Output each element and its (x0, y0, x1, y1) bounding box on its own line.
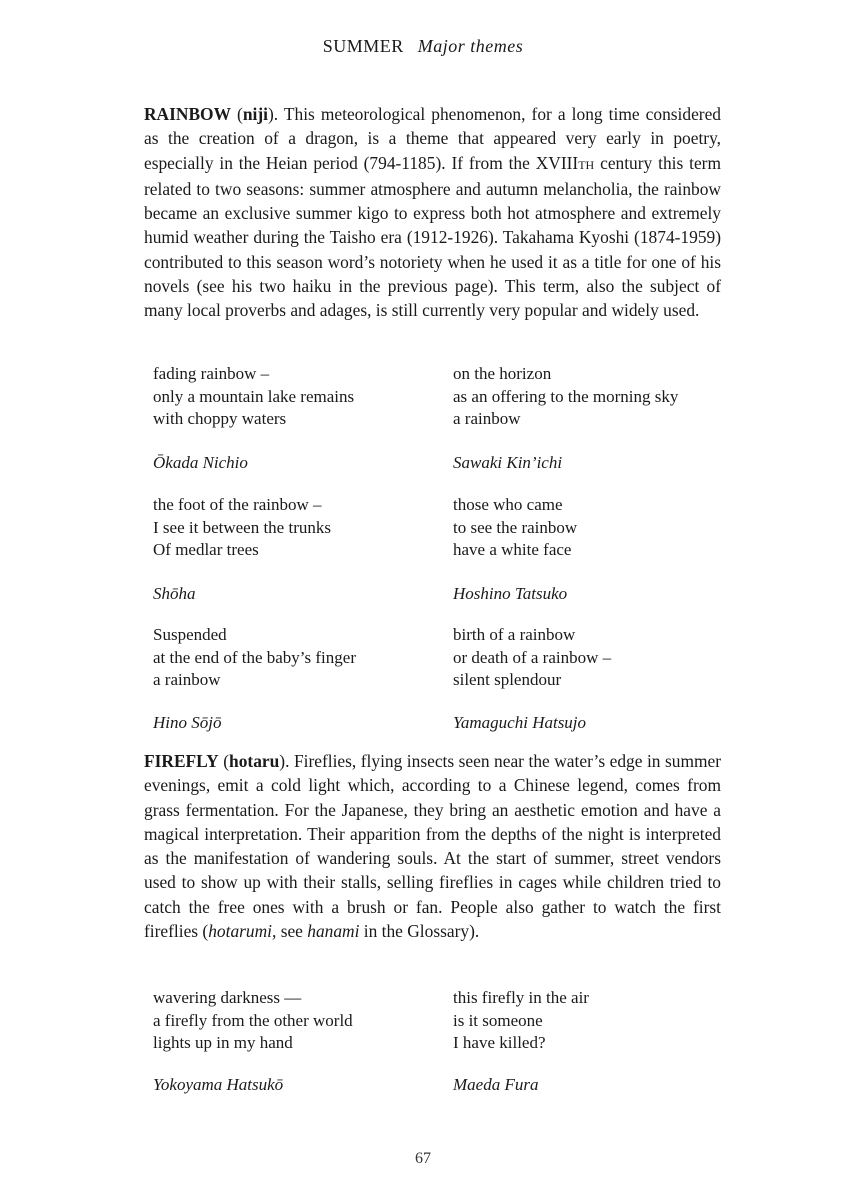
haiku-author: Sawaki Kin’ichi (453, 453, 563, 472)
haiku-poem (453, 624, 743, 692)
firefly-text-3: in the Glossary). (359, 921, 480, 942)
haiku-line: is it someone (453, 1010, 543, 1030)
header-season: SUMMER (322, 36, 404, 56)
haiku-line: only a mountain lake remains (153, 386, 355, 406)
page-number: 67 (415, 1150, 431, 1167)
firefly-italic-hotarumi: hotarumi, (208, 921, 277, 942)
haiku-line: I have killed? (453, 1033, 546, 1053)
haiku-line: lights up in my hand (153, 1033, 293, 1053)
haiku-author: Yamaguchi Hatsujo (453, 713, 587, 732)
haiku-line: with choppy waters (153, 409, 287, 429)
firefly-text-2: see (276, 921, 308, 942)
haiku-author: Hino Sōjō (153, 713, 222, 732)
firefly-paragraph: FIREFLY (hotaru). Fireflies, flying insects seen near the water’s edge in summer evenings, emit a cold light which, according to a Chinese legend, comes from grass fermentation. For the Japanese, they bring an aesthetic emotion and have a magical interpretation. Their apparition from the depths of the night is interpreted as the manifestation of wandering souls. At the start of summer, street vendors used to show up with their stalls, selling fireflies in cages while children tried to catch the free ones with a brush or fan. People also gather to watch the first fireflies (hotarumi, see hanami in the Glossary). (144, 751, 722, 942)
haiku-line: a rainbow (453, 409, 521, 429)
haiku-line: on the horizon (453, 364, 552, 383)
haiku-line: at the end of the baby’s finger (153, 647, 356, 667)
rainbow-term: RAINBOW (144, 104, 231, 124)
haiku-line: I see it between the trunks (153, 517, 331, 537)
haiku-poem (153, 624, 443, 692)
haiku-poem (153, 494, 443, 562)
haiku-line: silent splendour (453, 670, 562, 690)
haiku-line: wavering darkness — (153, 988, 302, 1007)
firefly-term: FIREFLY (144, 751, 219, 771)
haiku-line: fading rainbow – (153, 364, 270, 383)
rainbow-text-2: century this term related to two seasons: summer atmosphere and autumn melancholia, the rainbow became an exclusive summer kigo to express both hot atmosphere and extremely humid weather during the Taisho era (1912-1926). Takahama Kyoshi (1874-1959) contributed to this season word’s notoriety when he used it as a title for one of his novels (see his two haiku in the previous page). This term, also the subject of many local proverbs and adages, is still currently very popular and widely used. (144, 152, 721, 321)
haiku-line: have a white face (453, 540, 572, 560)
haiku-line: those who came (453, 495, 563, 514)
haiku-line: a rainbow (153, 670, 221, 690)
haiku-author: Yokoyama Hatsukō (153, 1075, 284, 1094)
rainbow-text-1: ). This meteorological phenomenon, for a long time considered as the creation of a dragon, is a theme that appeared very early in poetry, especially in the Heian period (794-1185). If from the XVIII (144, 104, 722, 173)
haiku-line: as an offering to the morning sky (453, 386, 679, 406)
haiku-poem (453, 987, 743, 1055)
rainbow-paragraph: RAINBOW (niji). This meteorological phenomenon, for a long time considered as the creation of a dragon, is a theme that appeared very early in poetry, especially in the Heian period (794-1185). If from the XVIIITH century this term related to two seasons: summer atmosphere and autumn melancholia, the rainbow became an exclusive summer kigo to express both hot atmosphere and extremely humid weather during the Taisho era (1912-1926). Takahama Kyoshi (1874-1959) contributed to this season word’s notoriety when he used it as a title for one of his novels (see his two haiku in the previous page). This term, also the subject of many local proverbs and adages, is still currently very popular and widely used. (144, 104, 722, 321)
firefly-text-1: ). Fireflies, flying insects seen near the water’s edge in summer evenings, emit a cold light which, according to a Chinese legend, comes from grass fermentation. For the Japanese, they bring an aesthetic emotion and have a magical interpretation. Their apparition from the depths of the night is interpreted as the manifestation of wandering souls. At the start of summer, street vendors used to show up with their stalls, selling fireflies in cages while children tried to catch the free ones with a brush or fan. People also gather to watch the first fireflies ( (144, 751, 722, 942)
haiku-line: a firefly from the other world (153, 1010, 353, 1030)
haiku-line: Suspended (153, 625, 227, 644)
haiku-line: the foot of the rainbow – (153, 495, 322, 514)
haiku-line: this firefly in the air (453, 988, 589, 1007)
haiku-poem (153, 363, 443, 431)
haiku-author: Shōha (153, 584, 196, 603)
haiku-line: or death of a rainbow – (453, 647, 612, 667)
haiku-line: Of medlar trees (153, 540, 259, 560)
running-header (0, 36, 846, 57)
firefly-italic-hanami: hanami (307, 921, 360, 942)
haiku-author: Hoshino Tatsuko (453, 584, 568, 603)
haiku-poem (453, 363, 743, 431)
rainbow-century-suffix: TH (578, 157, 595, 172)
haiku-author: Maeda Fura (453, 1075, 539, 1094)
haiku-poem (453, 494, 743, 562)
haiku-line: to see the rainbow (453, 517, 578, 537)
rainbow-japanese: niji (242, 104, 268, 124)
firefly-japanese: hotaru (229, 751, 280, 771)
header-theme: Major themes (417, 36, 524, 56)
haiku-author: Ōkada Nichio (153, 453, 248, 472)
haiku-poem (153, 987, 443, 1055)
haiku-line: birth of a rainbow (453, 625, 576, 644)
